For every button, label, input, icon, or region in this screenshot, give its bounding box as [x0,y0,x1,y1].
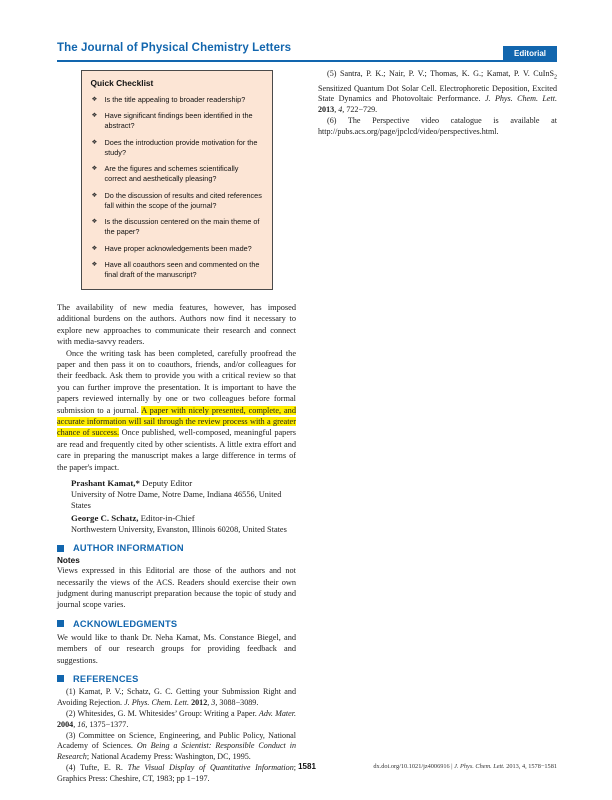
editor-affiliation: Northwestern University, Evanston, Illinois 60208, United States [71,525,287,535]
checklist-items [91,95,263,281]
acknowledgments-heading [57,619,296,629]
notes-text: Views expressed in this Editorial are those of the authors and not necessarily the views of the ACS. Readers should exercise their own judgment during manuscript preparation because the topic of study and journal scope varies. [57,566,296,610]
reference-item-1: (1) Kamat, P. V.; Schatz, G. C. Getting your Submission Right and Avoiding Rejection. J. Phys. Chem. Lett. 2012, 3, 3088−3089. [57,686,296,707]
reference-item-6: (6) The Perspective video catalogue is available at http://pubs.acs.org/page/jpclcd/video/perspectives.html. [318,116,557,137]
diamond-bullet-icon: ❖ [91,218,98,225]
reference-item-2: (2) Whitesides, G. M. Whitesides’ Group: Writing a Paper. Adv. Mater. 2004, 16, 1375−1377. [57,708,296,729]
heading-text: AUTHOR INFORMATION [73,543,184,554]
reference-item-4: (4) Tufte, E. R. The Visual Display of Quantitative Information; Graphics Press: Cheshire, CT, 1983; pp 1−197. [57,763,297,784]
checklist-item-text: Have proper acknowledgements been made? [104,243,252,253]
reference-item-3: (3) Committee on Science, Engineering, and Public Policy, National Academy of Sciences. On Being a Scientist: Responsible Conduct in Research; National Academy Press: Washington, DC, 1995. [57,730,296,762]
highlighted-sentence: A paper with nicely presented, complete, and accurate information will sail through the review process with a greater chance of success. [57,405,296,438]
paragraph-text: Once the writing task has been completed, carefully proofread the paper and then pass it on to coauthors, friends, and/or colleagues for their feedback. Ask them to provide you with a critical review so that you can further improve the presentation. It is important to have the papers reviewed internally by one or two colleagues before formal submission to a journal. [57,348,296,415]
acknowledgments-text: We would like to thank Dr. Neha Kamat, Ms. Constance Biegel, and members of our research groups for providing feedback and suggestions. [57,632,296,665]
author-information-heading [57,543,296,553]
editor-name-line [71,513,296,523]
page-footer [57,762,557,774]
heading-text: ACKNOWLEDGMENTS [73,618,178,629]
editor-name: Prashant Kamat,* [71,478,140,489]
editor-role: Deputy Editor [139,478,193,489]
masthead [57,38,557,62]
diamond-bullet-icon: ❖ [91,191,98,199]
checklist-item-text: Does the introduction provide motivation for the study? [104,137,258,157]
editor-affiliation: University of Notre Dame, Notre Dame, Indiana 46556, United States [71,490,282,511]
diamond-bullet-icon: ❖ [91,112,98,119]
checklist-title: Quick Checklist [90,78,154,88]
checklist-item-text: Have all coauthors seen and commented on the final draft of the manuscript? [104,260,260,279]
checklist-item [91,111,263,131]
editor-role: Editor-in-Chief [138,513,195,524]
section-square-icon [57,620,64,627]
checklist-item-text: Is the title appealing to broader readership? [104,94,246,104]
checklist-item-text: Have significant findings been identified in the abstract? [104,111,253,130]
checklist-item-text: Are the figures and schemes scientifically correct and aesthetically pleasing? [104,164,239,183]
diamond-bullet-icon: ❖ [91,95,98,103]
left-column [57,69,296,785]
editorial-badge: Editorial [503,46,557,60]
checklist-item [91,164,263,184]
two-column-layout [57,69,557,785]
reference-item-5: (5) Santra, P. K.; Nair, P. V.; Thomas, K. G.; Kamat, P. V. CuInS$_2$ Sensitized Quantum Dot Solar Cell. Electrophoretic Deposition, Excited State Dynamics and Photovoltaic Performance. J. Phys. Chem. Lett. 2013, 4, 722−729. [318,69,558,115]
diamond-bullet-icon: ❖ [91,244,98,252]
editor-name-line [71,478,296,488]
doi-citation: dx.doi.org/10.1021/jz4006916 | J. Phys. Chem. Lett. 2013, 4, 1578−1581 [373,763,557,770]
signature-block [71,478,296,535]
diamond-bullet-icon: ❖ [91,165,98,172]
page-number: 1581 [298,762,316,771]
right-column [318,69,557,785]
checklist-item [91,191,263,211]
references-heading [57,674,296,684]
editor-name: George C. Schatz, [71,513,139,524]
section-square-icon [57,675,64,682]
body-paragraph-1: The availability of new media features, however, has imposed additional burdens on the authors. Authors now find it necessary to explore new approaches to communicate their research and connect with media-savvy readers. [57,303,296,347]
checklist-item [91,244,263,254]
checklist-item [91,138,263,158]
paragraph-text: Once published, well-composed, meaningful papers are read and frequently cited by other scientists. A little extra effort and care in preparing the manuscript makes a large difference in terms of the paper's impact. [57,428,297,472]
diamond-bullet-icon: ❖ [91,261,98,268]
checklist-item-text: Is the discussion centered on the main theme of the paper? [104,217,260,236]
checklist-item-text: Do the discussion of results and cited references fall within the scope of the journal? [104,190,262,210]
checklist-item [91,217,263,237]
checklist-item [91,95,263,105]
section-square-icon [57,545,64,552]
body-paragraph-2 [57,348,296,473]
journal-title: The Journal of Physical Chemistry Letters [57,42,292,54]
diamond-bullet-icon: ❖ [91,138,98,146]
checklist-item [91,260,263,280]
notes-label: Notes [57,556,80,566]
heading-text: REFERENCES [73,673,139,684]
quick-checklist-box [81,70,273,290]
